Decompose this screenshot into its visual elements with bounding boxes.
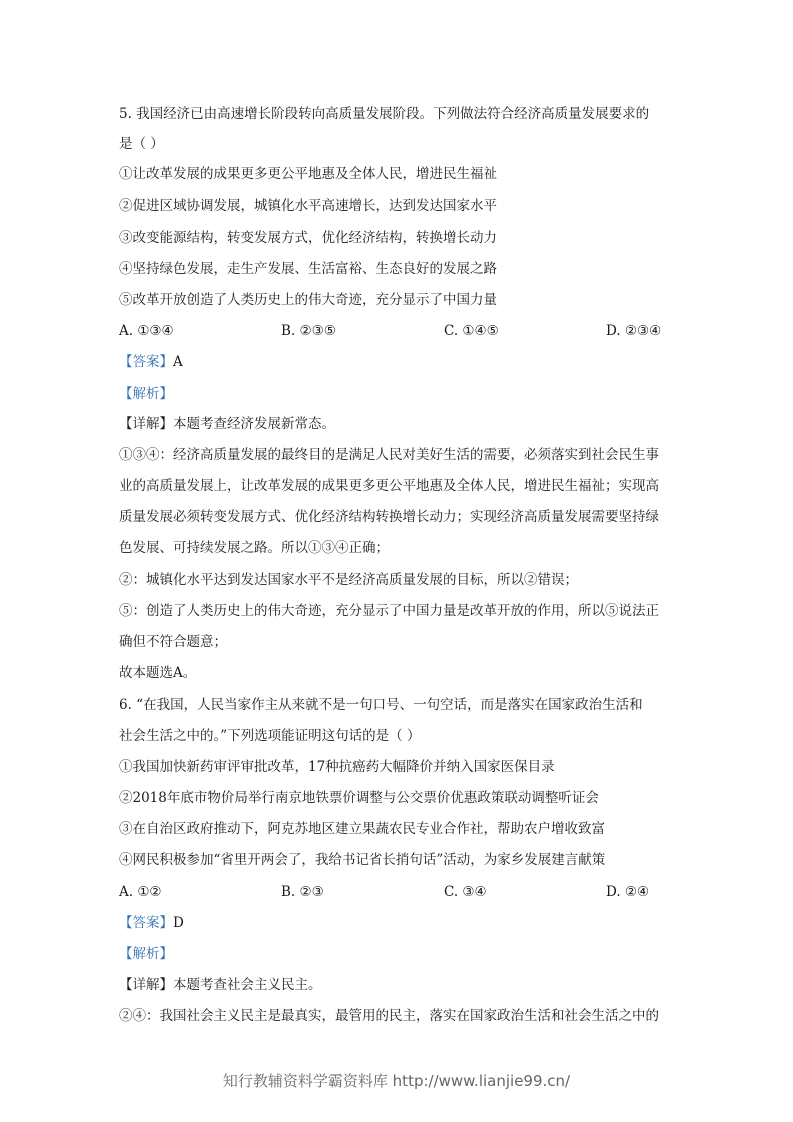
q6-stem-line-2: 社会生活之中的。”下列选项能证明这句话的是（ ）: [119, 728, 421, 744]
q5-explanation-line-1: ①③④：经济高质量发展的最终目的是满足人民对美好生活的需要，必须落实到社会民生事: [119, 447, 659, 463]
q5-explanation-line-6: ⑤：创造了人类历史上的伟大奇迹，充分显示了中国力量是改革开放的作用，所以⑤说法正: [119, 603, 659, 619]
q6-statement-1: ①我国加快新药审评审批改革，17种抗癌药大幅降价并纳入国家医保目录: [119, 759, 555, 775]
q6-detail-intro: 本题考查社会主义民主。: [173, 977, 322, 993]
q6-answer-tag: 【答案】: [119, 915, 173, 931]
q5-conclusion: 故本题选A。: [119, 665, 197, 681]
q5-explanation-line-2: 业的高质量发展上，让改革发展的成果更多更公平地惠及全体人民，增进民生福祉；实现高: [119, 478, 659, 494]
q5-statement-1: ①让改革发展的成果更多更公平地惠及全体人民，增进民生福祉: [119, 166, 497, 182]
q5-stem-line-2: 是（ ）: [119, 136, 164, 152]
q5-explanation-line-5: ②：城镇化水平达到发达国家水平不是经济高质量发展的目标，所以②错误；: [119, 572, 578, 588]
q5-option-a: A. ①③④: [119, 323, 174, 339]
q5-statement-4: ④坚持绿色发展，走生产发展、生活富裕、生态良好的发展之路: [119, 261, 497, 277]
q6-stem-line-1: 6. “在我国，人民当家作主从来就不是一句口号、一句空话，而是落实在国家政治生活和: [119, 697, 643, 713]
q6-option-c: C. ③④: [444, 884, 487, 900]
q5-statement-2: ②促进区域协调发展，城镇化水平高速增长，达到发达国家水平: [119, 198, 497, 214]
q6-statement-3: ③在自治区政府推动下，阿克苏地区建立果蔬农民专业合作社，帮助农户增收致富: [119, 821, 605, 837]
q5-analysis-tag: 【解析】: [119, 386, 173, 402]
q5-detail: [119, 414, 335, 434]
q5-option-d: D. ②③④: [606, 323, 662, 339]
q5-stem-line-1: 5. 我国经济已由高速增长阶段转向高质量发展阶段。下列做法符合经济高质量发展要求的: [119, 106, 650, 122]
q5-option-b: B. ②③⑤: [281, 323, 336, 339]
q6-analysis: [119, 944, 173, 964]
q5-explanation-line-3: 质量发展必须转变发展方式、优化经济结构转换增长动力；实现经济高质量发展需要坚持绿: [119, 509, 659, 525]
q6-option-d: D. ②④: [606, 884, 650, 900]
q5-detail-tag: 【详解】: [119, 416, 173, 432]
q6-answer-value: D: [173, 915, 184, 931]
q5-explanation-line-4: 色发展、可持续发展之路。所以①③④正确；: [119, 540, 389, 556]
q6-statement-4: ④网民积极参加“省里开两会了，我给书记省长捎句话”活动，为家乡发展建言献策: [119, 852, 606, 868]
q6-options: [119, 882, 679, 902]
q5-answer-tag: 【答案】: [119, 354, 173, 370]
q5-answer-value: A: [173, 354, 183, 370]
footer-watermark: 知行教辅资料学霸资料库 http://www.lianjie99.cn/: [222, 1072, 571, 1090]
q6-explanation-line-1: ②④：我国社会主义民主是最真实，最管用的民主，落实在国家政治生活和社会生活之中的: [119, 1008, 659, 1024]
q5-options: [119, 321, 679, 341]
q5-statement-3: ③改变能源结构，转变发展方式，优化经济结构，转换增长动力: [119, 230, 497, 246]
q6-statement-2: ②2018年底市物价局举行南京地铁票价调整与公交票价优惠政策联动调整听证会: [119, 790, 599, 806]
q5-explanation-line-7: 确但不符合题意；: [119, 634, 227, 650]
q6-detail: [119, 975, 322, 995]
q6-analysis-tag: 【解析】: [119, 946, 173, 962]
q6-option-b: B. ②③: [281, 884, 324, 900]
q5-answer: [119, 352, 183, 372]
q5-statement-5: ⑤改革开放创造了人类历史上的伟大奇迹，充分显示了中国力量: [119, 292, 497, 308]
q6-answer: [119, 913, 184, 933]
q5-option-c: C. ①④⑤: [444, 323, 499, 339]
q5-analysis: [119, 384, 173, 404]
q6-option-a: A. ①②: [119, 884, 162, 900]
q6-detail-tag: 【详解】: [119, 977, 173, 993]
q5-detail-intro: 本题考查经济发展新常态。: [173, 416, 335, 432]
